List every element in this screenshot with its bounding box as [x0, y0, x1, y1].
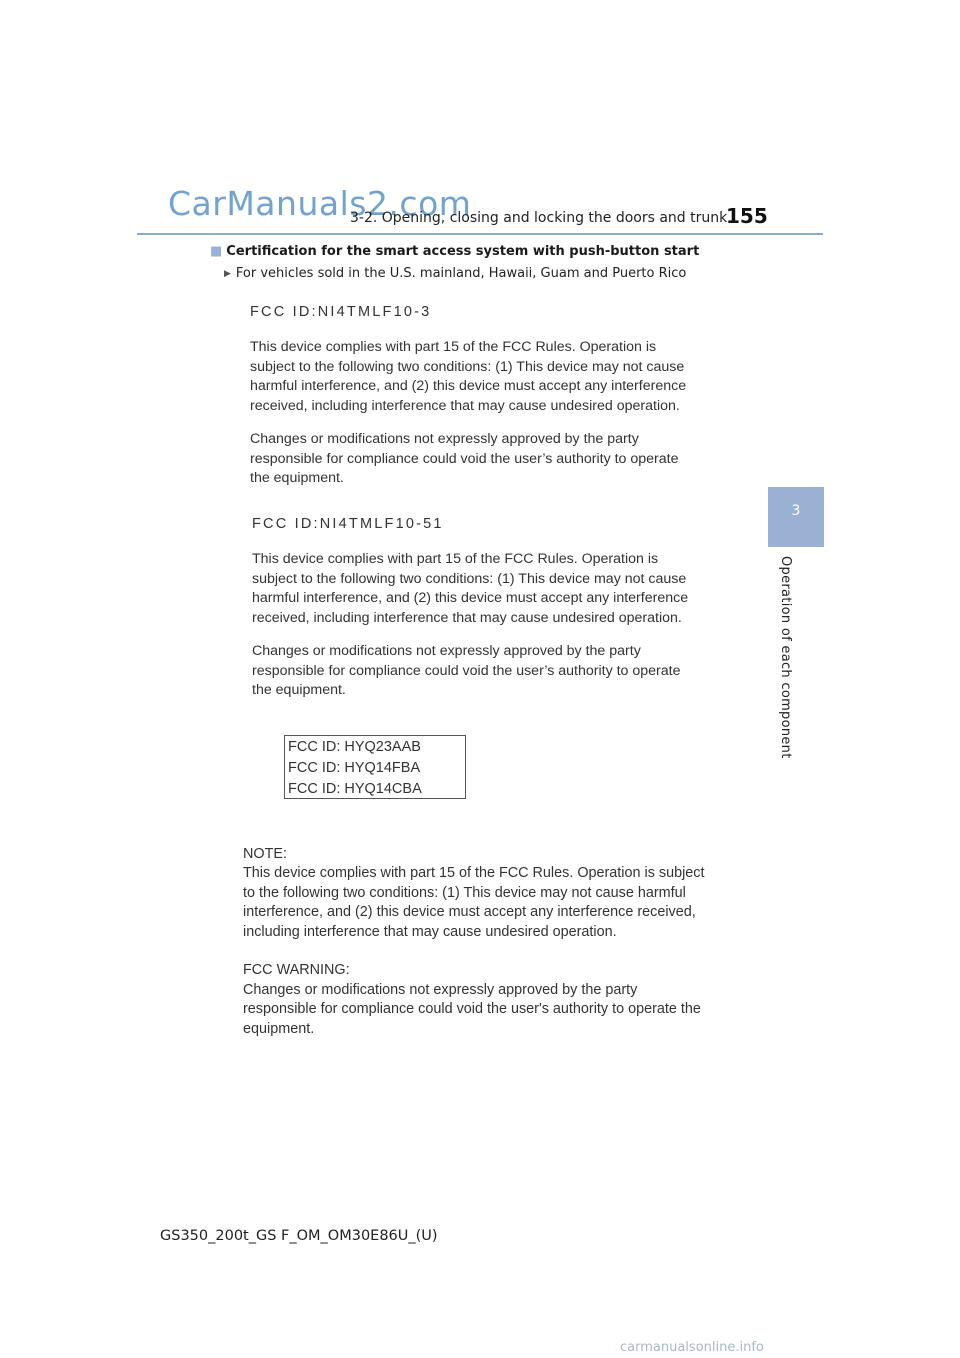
fcc-id-line: FCC ID: HYQ14CBA	[288, 781, 422, 797]
fcc-label-1-compliance: This device complies with part 15 of the FCC Rules. Operation is subject to the following two conditions: (1) This device may not cause harmful interference, and (2) this device must accept any interference received, including interference that may cause undesired operation.	[250, 339, 687, 414]
fcc-label-1-changes: Changes or modifications not expressly approved by the party responsible for compliance could void the user’s authority to operate the equipment.	[250, 431, 679, 486]
fcc-id-line: FCC ID: HYQ14FBA	[288, 760, 421, 776]
fcc-note-block: NOTE: This device complies with part 15 of the FCC Rules. Operation is subject to the following two conditions: (1) This device may not cause harmful interference, and (2) this device must accept any interference received, including interference that may cause undesired operation. FCC WARNING: Changes or modifications not expressly approved by the party responsible for compliance could void the user's authority to operate the equipment.	[243, 846, 705, 1037]
watermark-logo-top: CarManuals2.com	[168, 184, 472, 223]
fcc-label-1-id: FCC ID:NI4TMLF10-3	[250, 304, 432, 320]
fcc-label-2-changes: Changes or modifications not expressly approved by the party responsible for compliance could void the user’s authority to operate the equipment.	[252, 643, 681, 698]
chapter-tab-number: 3	[791, 503, 801, 519]
sub-item	[224, 266, 686, 281]
fcc-label-2-id: FCC ID:NI4TMLF10-51	[252, 516, 444, 532]
fcc-id-box	[284, 735, 466, 799]
header-divider	[137, 233, 823, 235]
section-heading	[210, 244, 699, 259]
page-header-title: 3-2. Opening, closing and locking the doors and trunk	[350, 210, 728, 226]
sub-item-text: For vehicles sold in the U.S. mainland, Hawaii, Guam and Puerto Rico	[235, 266, 687, 281]
document-code-footer: GS350_200t_GS F_OM_OM30E86U_(U)	[160, 1228, 438, 1244]
fcc-id-line: FCC ID: HYQ23AAB	[288, 739, 421, 755]
square-bullet-icon: ■	[210, 244, 223, 259]
triangle-bullet-icon: ▶	[224, 269, 231, 279]
watermark-bottom: carmanualsonline.info	[620, 1340, 764, 1355]
section-heading-text: Certification for the smart access system with push-button start	[226, 244, 700, 259]
fcc-label-2-compliance: This device complies with part 15 of the FCC Rules. Operation is subject to the following two conditions: (1) This device may not cause harmful interference, and (2) this device must accept any interference received, including interference that may cause undesired operation.	[252, 551, 689, 626]
page-number: 155	[726, 204, 768, 228]
fcc-label-1	[250, 304, 431, 320]
fcc-label-2	[252, 516, 444, 532]
chapter-tab-label: Operation of each component	[778, 556, 793, 759]
